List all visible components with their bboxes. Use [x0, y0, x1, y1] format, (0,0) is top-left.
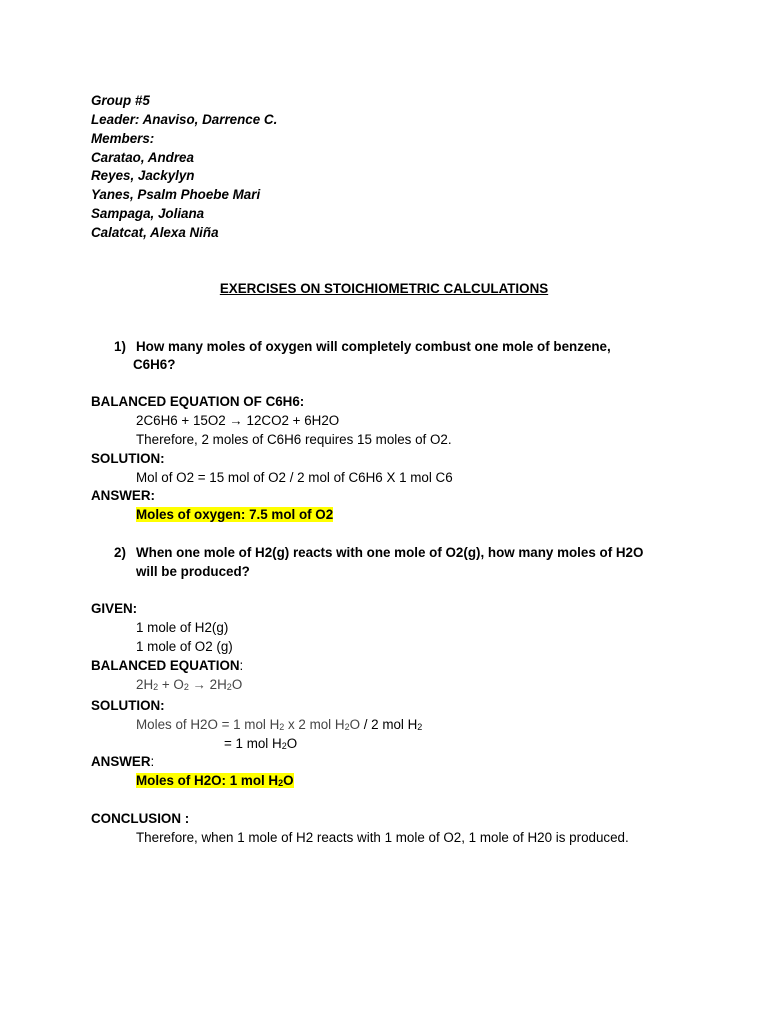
q2-number: 2) [114, 545, 126, 560]
q2-given-item: 1 mole of H2(g) [136, 620, 229, 635]
member-name: Caratao, Andrea [91, 150, 194, 165]
conclusion-label: CONCLUSION : [91, 811, 190, 826]
group-leader: Leader: Anaviso, Darrence C. [91, 112, 278, 127]
q1-therefore: Therefore, 2 moles of C6H6 requires 15 moles of O2. [136, 432, 452, 447]
q2-answer [136, 771, 294, 790]
eq-subscript: 2 [226, 682, 232, 692]
q2-question-line2: will be produced? [136, 564, 250, 579]
eq-text: → 2H [188, 677, 227, 692]
eq-subscript: 2 [153, 682, 159, 692]
eq-text: O [231, 677, 243, 692]
q1-number: 1) [114, 339, 126, 354]
sol-text: Moles of H2O = 1 mol H [136, 717, 280, 732]
sol-text: O [349, 717, 360, 732]
q2-answer-heading [91, 752, 154, 771]
q1-question-line1: How many moles of oxygen will completely combust one mole of benzene, [136, 339, 611, 354]
sol-text: x 2 mol H [284, 717, 345, 732]
eq-subscript: 2 [183, 682, 189, 692]
q2-given-item: 1 mole of O2 (g) [136, 639, 233, 654]
q2-question-line1: When one mole of H2(g) reacts with one mole of O2(g), how many moles of H2O [136, 545, 644, 560]
members-label: Members: [91, 131, 155, 146]
q2-balanced-label: BALANCED EQUATION [91, 658, 240, 673]
sol-text: / 2 mol H [360, 717, 418, 732]
eq-text: + O [158, 677, 184, 692]
q2-balanced-heading [91, 656, 243, 675]
sol-text: = 1 mol H [224, 736, 282, 751]
member-name: Yanes, Psalm Phoebe Mari [91, 187, 261, 202]
eq-text: 2H [136, 677, 154, 692]
member-name: Sampaga, Joliana [91, 206, 205, 221]
q1-answer [136, 505, 333, 524]
sol-subscript: 2 [279, 722, 285, 732]
q1-balanced-label: BALANCED EQUATION OF C6H6: [91, 394, 305, 409]
q1-solution: Mol of O2 = 15 mol of O2 / 2 mol of C6H6 X 1 mol C6 [136, 470, 453, 485]
group-number: Group #5 [91, 93, 150, 108]
answer-text: Moles of H2O: 1 mol H [136, 773, 279, 788]
q2-answer-label: ANSWER [91, 754, 151, 769]
q2-solution-line1 [136, 715, 422, 734]
q2-given-label: GIVEN: [91, 601, 138, 616]
sol-subscript: 2 [344, 722, 350, 732]
member-name: Calatcat, Alexa Niña [91, 225, 219, 240]
answer-subscript: 2 [278, 778, 284, 788]
q1-answer-label: ANSWER: [91, 488, 155, 503]
conclusion-text: Therefore, when 1 mole of H2 reacts with 1 mole of O2, 1 mole of H20 is produced. [136, 830, 629, 845]
q2-solution-line2 [224, 734, 297, 753]
q1-answer-highlight: Moles of oxygen: 7.5 mol of O2 [136, 507, 334, 522]
sol-subscript: 2 [281, 741, 287, 751]
q2-answer-colon: : [150, 754, 155, 769]
q2-balanced-colon: : [239, 658, 244, 673]
answer-text: O [283, 773, 294, 788]
document-title: EXERCISES ON STOICHIOMETRIC CALCULATIONS [219, 281, 549, 296]
q2-equation [136, 675, 242, 694]
q2-answer-highlight [136, 773, 294, 788]
member-name: Reyes, Jackylyn [91, 168, 195, 183]
q1-solution-label: SOLUTION: [91, 451, 165, 466]
q1-equation: 2C6H6 + 15O2 → 12CO2 + 6H2O [136, 413, 340, 428]
q1-question-line2: C6H6? [133, 357, 176, 372]
sol-subscript: 2 [417, 722, 423, 732]
sol-text: O [286, 736, 298, 751]
q2-solution-label: SOLUTION: [91, 698, 165, 713]
